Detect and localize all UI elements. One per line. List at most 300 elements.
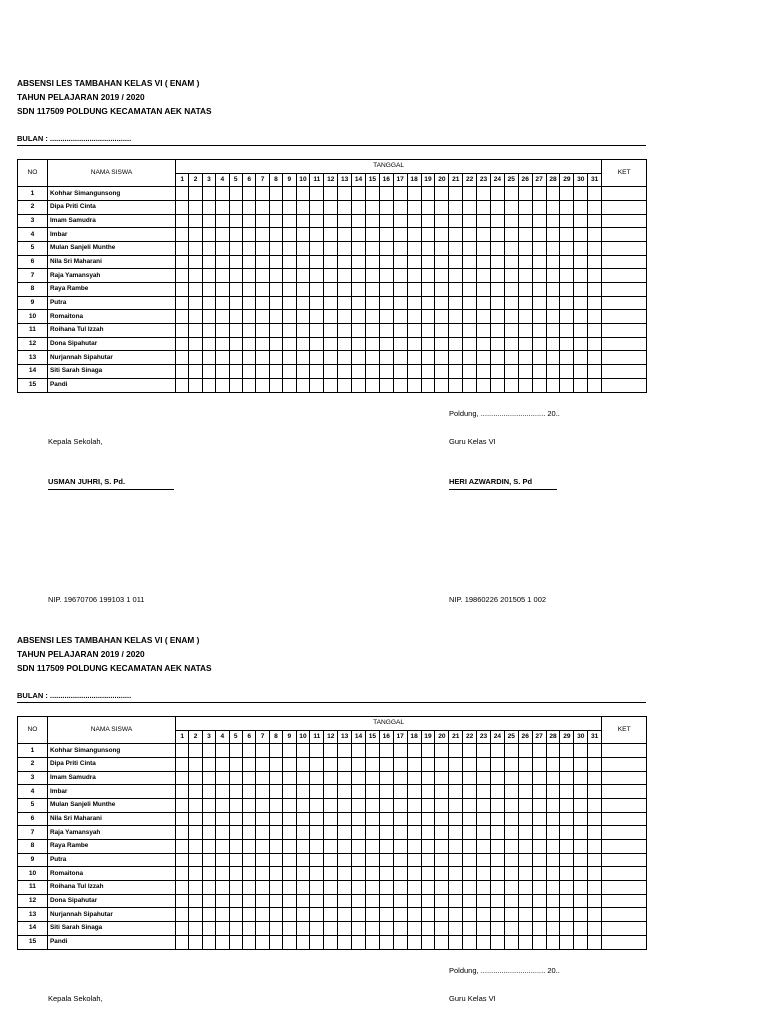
attendance-cell: [352, 310, 366, 324]
table-row: [18, 826, 647, 840]
attendance-cell: [463, 255, 477, 269]
attendance-cell: [269, 255, 282, 269]
attendance-cell: [421, 798, 435, 812]
attendance-cell: [421, 826, 435, 840]
ket-cell: [602, 922, 647, 936]
attendance-cell: [449, 337, 463, 351]
attendance-cell: [560, 200, 574, 214]
attendance-cell: [574, 908, 588, 922]
attendance-cell: [477, 908, 491, 922]
attendance-cell: [532, 908, 546, 922]
table-row: [18, 798, 647, 812]
attendance-cell: [449, 296, 463, 310]
attendance-cell: [256, 351, 269, 365]
attendance-cell: [176, 894, 189, 908]
attendance-cell: [365, 757, 379, 771]
attendance-cell: [365, 324, 379, 338]
attendance-cell: [296, 214, 310, 228]
attendance-cell: [532, 826, 546, 840]
attendance-cell: [338, 908, 352, 922]
attendance-cell: [324, 744, 338, 758]
attendance-cell: [560, 296, 574, 310]
attendance-cell: [324, 922, 338, 936]
day-header: 27: [532, 173, 546, 187]
day-header: 1: [176, 730, 189, 744]
attendance-cell: [393, 771, 407, 785]
attendance-cell: [421, 269, 435, 283]
attendance-cell: [216, 324, 229, 338]
attendance-cell: [338, 310, 352, 324]
day-header: 10: [296, 730, 310, 744]
attendance-cell: [490, 840, 504, 854]
day-header: 29: [560, 173, 574, 187]
attendance-cell: [202, 269, 215, 283]
attendance-cell: [189, 187, 202, 201]
attendance-cell: [365, 894, 379, 908]
attendance-cell: [463, 324, 477, 338]
attendance-cell: [532, 337, 546, 351]
doc-school: SDN 117509 POLDUNG KECAMATAN AEK NATAS: [17, 663, 212, 673]
ket-cell: [602, 785, 647, 799]
attendance-cell: [560, 812, 574, 826]
attendance-cell: [296, 365, 310, 379]
table-row: [18, 283, 647, 297]
attendance-cell: [229, 922, 242, 936]
ket-cell: [602, 200, 647, 214]
attendance-cell: [546, 187, 560, 201]
attendance-cell: [296, 840, 310, 854]
attendance-cell: [189, 798, 202, 812]
attendance-cell: [269, 365, 282, 379]
attendance-cell: [518, 200, 532, 214]
attendance-cell: [324, 757, 338, 771]
day-header: 23: [477, 173, 491, 187]
attendance-cell: [574, 187, 588, 201]
student-number: 11: [18, 324, 48, 338]
attendance-cell: [296, 378, 310, 392]
attendance-cell: [407, 214, 421, 228]
student-name: Imam Samudra: [48, 771, 176, 785]
attendance-cell: [202, 935, 215, 949]
attendance-cell: [216, 935, 229, 949]
student-name: Romaitona: [48, 310, 176, 324]
attendance-cell: [393, 365, 407, 379]
attendance-cell: [504, 214, 518, 228]
table-row: [18, 867, 647, 881]
attendance-cell: [560, 351, 574, 365]
attendance-cell: [477, 935, 491, 949]
attendance-cell: [176, 200, 189, 214]
attendance-cell: [407, 785, 421, 799]
attendance-cell: [490, 935, 504, 949]
attendance-cell: [490, 351, 504, 365]
attendance-cell: [324, 785, 338, 799]
attendance-cell: [176, 310, 189, 324]
attendance-cell: [338, 337, 352, 351]
attendance-cell: [546, 310, 560, 324]
attendance-cell: [216, 351, 229, 365]
attendance-cell: [269, 187, 282, 201]
table-row: [18, 840, 647, 854]
column-header-no: NO: [18, 160, 48, 187]
attendance-cell: [283, 798, 296, 812]
day-header: 15: [365, 730, 379, 744]
attendance-cell: [176, 785, 189, 799]
attendance-cell: [532, 881, 546, 895]
ket-cell: [602, 840, 647, 854]
attendance-cell: [202, 881, 215, 895]
attendance-cell: [560, 798, 574, 812]
attendance-cell: [588, 310, 602, 324]
attendance-cell: [310, 867, 324, 881]
attendance-cell: [407, 744, 421, 758]
student-name: Dipa Priti Cinta: [48, 200, 176, 214]
attendance-cell: [449, 310, 463, 324]
student-name: Imbar: [48, 228, 176, 242]
student-name: Imam Samudra: [48, 214, 176, 228]
attendance-cell: [490, 200, 504, 214]
attendance-cell: [421, 771, 435, 785]
attendance-cell: [269, 283, 282, 297]
attendance-cell: [518, 351, 532, 365]
attendance-cell: [560, 935, 574, 949]
attendance-cell: [296, 337, 310, 351]
attendance-cell: [560, 922, 574, 936]
attendance-cell: [379, 200, 393, 214]
day-header: 29: [560, 730, 574, 744]
attendance-cell: [490, 908, 504, 922]
attendance-cell: [310, 881, 324, 895]
attendance-cell: [229, 785, 242, 799]
attendance-cell: [588, 200, 602, 214]
attendance-cell: [216, 881, 229, 895]
attendance-cell: [176, 840, 189, 854]
attendance-cell: [338, 351, 352, 365]
attendance-cell: [216, 365, 229, 379]
guru-signature-line: [449, 489, 557, 490]
attendance-cell: [189, 255, 202, 269]
attendance-cell: [269, 378, 282, 392]
attendance-cell: [202, 296, 215, 310]
attendance-cell: [532, 840, 546, 854]
attendance-cell: [490, 241, 504, 255]
attendance-cell: [421, 757, 435, 771]
table-row: [18, 853, 647, 867]
attendance-cell: [365, 351, 379, 365]
attendance-cell: [365, 935, 379, 949]
attendance-cell: [242, 241, 255, 255]
attendance-cell: [176, 908, 189, 922]
attendance-cell: [229, 935, 242, 949]
attendance-cell: [216, 310, 229, 324]
attendance-cell: [504, 200, 518, 214]
attendance-cell: [532, 785, 546, 799]
attendance-cell: [352, 337, 366, 351]
student-name: Imbar: [48, 785, 176, 799]
attendance-cell: [518, 365, 532, 379]
attendance-cell: [352, 214, 366, 228]
day-header: 5: [229, 730, 242, 744]
attendance-cell: [560, 214, 574, 228]
attendance-cell: [296, 881, 310, 895]
attendance-cell: [379, 853, 393, 867]
day-header: 4: [216, 173, 229, 187]
attendance-cell: [296, 296, 310, 310]
kepala-sekolah-label: Kepala Sekolah,: [48, 994, 103, 1003]
ket-cell: [602, 365, 647, 379]
attendance-cell: [310, 812, 324, 826]
attendance-cell: [324, 881, 338, 895]
attendance-cell: [588, 283, 602, 297]
table-row: [18, 744, 647, 758]
attendance-cell: [256, 378, 269, 392]
attendance-cell: [296, 200, 310, 214]
attendance-cell: [202, 337, 215, 351]
attendance-cell: [490, 853, 504, 867]
attendance-cell: [310, 853, 324, 867]
attendance-cell: [421, 337, 435, 351]
attendance-cell: [202, 324, 215, 338]
table-row: [18, 908, 647, 922]
attendance-cell: [256, 214, 269, 228]
attendance-cell: [588, 744, 602, 758]
attendance-cell: [407, 241, 421, 255]
attendance-cell: [560, 881, 574, 895]
attendance-cell: [352, 351, 366, 365]
attendance-cell: [352, 908, 366, 922]
attendance-cell: [189, 269, 202, 283]
header-rule: [17, 145, 646, 146]
attendance-cell: [256, 771, 269, 785]
attendance-cell: [449, 744, 463, 758]
attendance-cell: [518, 812, 532, 826]
attendance-cell: [176, 798, 189, 812]
attendance-cell: [504, 771, 518, 785]
student-number: 1: [18, 187, 48, 201]
attendance-cell: [393, 812, 407, 826]
attendance-cell: [574, 826, 588, 840]
attendance-cell: [338, 296, 352, 310]
table-row: [18, 785, 647, 799]
attendance-cell: [560, 241, 574, 255]
attendance-cell: [532, 935, 546, 949]
attendance-cell: [421, 785, 435, 799]
ket-cell: [602, 228, 647, 242]
attendance-cell: [463, 200, 477, 214]
attendance-cell: [435, 894, 449, 908]
attendance-cell: [379, 187, 393, 201]
attendance-cell: [393, 894, 407, 908]
attendance-cell: [324, 351, 338, 365]
attendance-cell: [393, 310, 407, 324]
attendance-cell: [393, 296, 407, 310]
attendance-cell: [256, 867, 269, 881]
attendance-cell: [463, 269, 477, 283]
table-row: [18, 241, 647, 255]
attendance-cell: [588, 935, 602, 949]
day-header: 2: [189, 730, 202, 744]
attendance-cell: [588, 187, 602, 201]
attendance-cell: [477, 351, 491, 365]
attendance-cell: [352, 228, 366, 242]
attendance-cell: [560, 324, 574, 338]
student-number: 3: [18, 771, 48, 785]
attendance-cell: [352, 255, 366, 269]
attendance-cell: [407, 935, 421, 949]
attendance-cell: [176, 255, 189, 269]
attendance-cell: [574, 310, 588, 324]
attendance-cell: [189, 310, 202, 324]
attendance-cell: [242, 214, 255, 228]
attendance-cell: [518, 757, 532, 771]
attendance-cell: [518, 826, 532, 840]
attendance-cell: [574, 351, 588, 365]
attendance-cell: [242, 744, 255, 758]
student-number: 6: [18, 255, 48, 269]
day-header: 9: [283, 730, 296, 744]
attendance-cell: [435, 255, 449, 269]
attendance-cell: [546, 255, 560, 269]
attendance-cell: [490, 269, 504, 283]
attendance-cell: [504, 867, 518, 881]
attendance-cell: [189, 812, 202, 826]
attendance-cell: [202, 241, 215, 255]
attendance-cell: [202, 187, 215, 201]
attendance-cell: [435, 214, 449, 228]
student-name: Putra: [48, 853, 176, 867]
day-header: 7: [256, 730, 269, 744]
attendance-cell: [463, 214, 477, 228]
table-row: [18, 881, 647, 895]
attendance-cell: [256, 310, 269, 324]
attendance-cell: [229, 296, 242, 310]
attendance-cell: [449, 757, 463, 771]
day-header: 11: [310, 730, 324, 744]
attendance-cell: [477, 771, 491, 785]
attendance-cell: [269, 228, 282, 242]
attendance-cell: [189, 241, 202, 255]
attendance-cell: [393, 200, 407, 214]
student-name: Dona Sipahutar: [48, 894, 176, 908]
attendance-cell: [256, 826, 269, 840]
attendance-cell: [421, 200, 435, 214]
student-number: 6: [18, 812, 48, 826]
attendance-cell: [574, 241, 588, 255]
attendance-cell: [379, 241, 393, 255]
student-name: Dipa Priti Cinta: [48, 757, 176, 771]
attendance-cell: [229, 310, 242, 324]
attendance-cell: [310, 744, 324, 758]
attendance-cell: [283, 255, 296, 269]
attendance-cell: [269, 881, 282, 895]
attendance-cell: [216, 908, 229, 922]
attendance-cell: [229, 241, 242, 255]
attendance-cell: [546, 771, 560, 785]
attendance-cell: [324, 378, 338, 392]
attendance-cell: [477, 744, 491, 758]
attendance-cell: [365, 826, 379, 840]
student-name: Nurjannah Sipahutar: [48, 908, 176, 922]
attendance-cell: [338, 771, 352, 785]
attendance-cell: [393, 255, 407, 269]
attendance-cell: [560, 826, 574, 840]
attendance-cell: [176, 757, 189, 771]
attendance-cell: [407, 894, 421, 908]
attendance-cell: [560, 269, 574, 283]
day-header: 22: [463, 730, 477, 744]
attendance-cell: [216, 744, 229, 758]
attendance-cell: [283, 744, 296, 758]
attendance-cell: [518, 296, 532, 310]
attendance-cell: [216, 922, 229, 936]
attendance-cell: [546, 324, 560, 338]
attendance-cell: [518, 771, 532, 785]
attendance-cell: [490, 255, 504, 269]
attendance-cell: [242, 867, 255, 881]
attendance-cell: [504, 894, 518, 908]
attendance-cell: [421, 908, 435, 922]
attendance-cell: [532, 351, 546, 365]
attendance-cell: [365, 296, 379, 310]
attendance-cell: [283, 757, 296, 771]
attendance-cell: [202, 785, 215, 799]
attendance-cell: [296, 812, 310, 826]
attendance-cell: [477, 324, 491, 338]
attendance-cell: [588, 228, 602, 242]
attendance-cell: [310, 337, 324, 351]
attendance-cell: [352, 771, 366, 785]
doc-school: SDN 117509 POLDUNG KECAMATAN AEK NATAS: [17, 106, 212, 116]
table-header-row: [18, 717, 647, 731]
attendance-cell: [490, 214, 504, 228]
student-number: 4: [18, 228, 48, 242]
attendance-cell: [477, 187, 491, 201]
ket-cell: [602, 867, 647, 881]
attendance-cell: [269, 269, 282, 283]
attendance-cell: [518, 922, 532, 936]
attendance-cell: [242, 894, 255, 908]
attendance-cell: [216, 798, 229, 812]
table-row: [18, 337, 647, 351]
attendance-cell: [393, 214, 407, 228]
attendance-cell: [407, 840, 421, 854]
attendance-cell: [269, 324, 282, 338]
attendance-cell: [256, 935, 269, 949]
attendance-cell: [463, 378, 477, 392]
attendance-cell: [216, 826, 229, 840]
attendance-cell: [229, 269, 242, 283]
attendance-cell: [546, 840, 560, 854]
attendance-cell: [296, 310, 310, 324]
attendance-cell: [365, 922, 379, 936]
attendance-cell: [365, 283, 379, 297]
attendance-cell: [449, 200, 463, 214]
attendance-cell: [490, 867, 504, 881]
attendance-cell: [283, 296, 296, 310]
place-date: Poldung, ............................... 20..: [449, 966, 560, 975]
attendance-cell: [242, 757, 255, 771]
day-header: 10: [296, 173, 310, 187]
attendance-cell: [477, 757, 491, 771]
column-header-no: NO: [18, 717, 48, 744]
attendance-cell: [256, 296, 269, 310]
attendance-cell: [407, 296, 421, 310]
attendance-cell: [407, 269, 421, 283]
attendance-cell: [393, 283, 407, 297]
attendance-cell: [379, 826, 393, 840]
attendance-cell: [435, 310, 449, 324]
attendance-cell: [176, 241, 189, 255]
